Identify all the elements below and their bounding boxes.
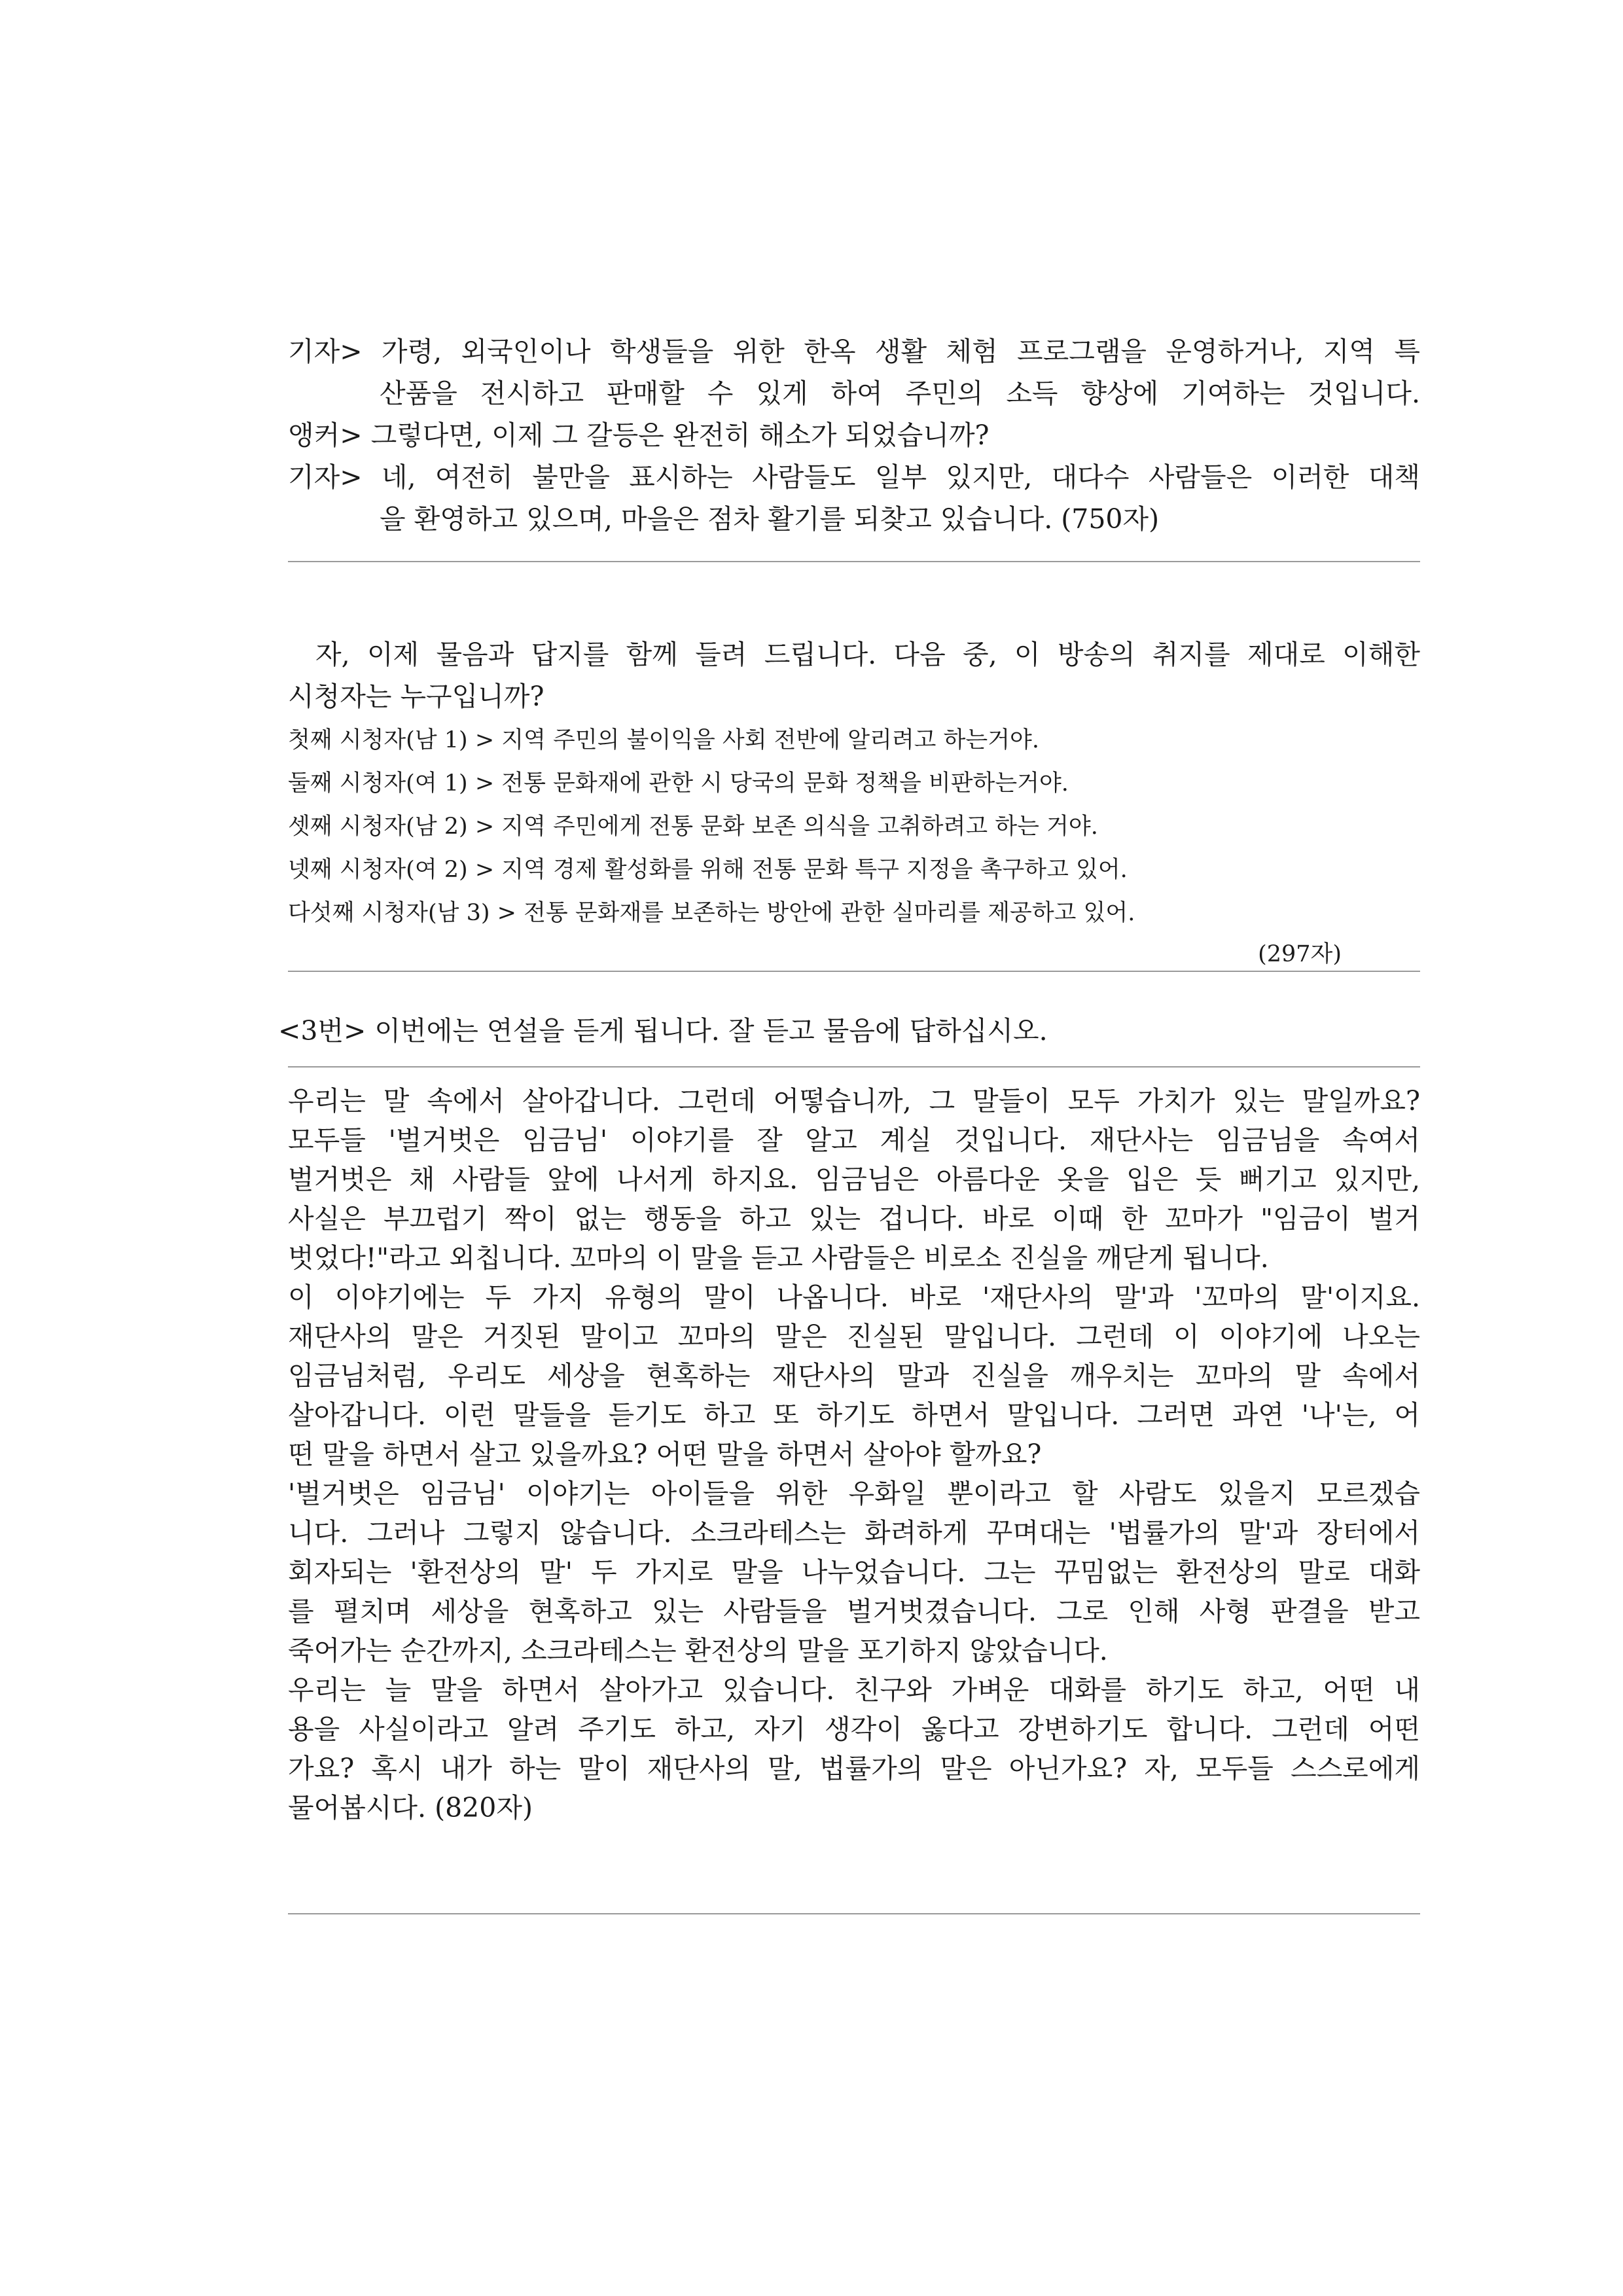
speech-line: 모두들 '벌거벗은 임금님' 이야기를 잘 알고 계실 것입니다. 재단사는 임금님을 속여서 xyxy=(288,1124,1420,1156)
speech-line: '벌거벗은 임금님' 이야기는 아이들을 위한 우화일 뿐이라고 할 사람도 있을지 모르겠습 xyxy=(288,1478,1420,1509)
answer-option: 넷째 시청자(여 2) > 지역 경제 활성화를 위해 전통 문화 특구 지정을 촉구하고 있어. xyxy=(288,857,1128,883)
divider xyxy=(288,561,1420,562)
speech-line: 떤 말을 하면서 살고 있을까요? 어떤 말을 하면서 살아야 할까요? xyxy=(288,1439,1042,1470)
speech-block xyxy=(288,1081,1420,1827)
answer-option: 다섯째 시청자(남 3) > 전통 문화재를 보존하는 방안에 관한 실마리를 제공하고 있어. xyxy=(288,900,1135,926)
interview-line: 산품을 전시하고 판매할 수 있게 하여 주민의 소득 향상에 기여하는 것입니다. xyxy=(380,378,1420,409)
speech-line: 가요? 혹시 내가 하는 말이 재단사의 말, 법률가의 말은 아닌가요? 자, 모두들 스스로에게 xyxy=(288,1753,1420,1784)
interview-line: 앵커> 그렇다면, 이제 그 갈등은 완전히 해소가 되었습니까? xyxy=(288,420,990,451)
interview-line: 기자> 네, 여전히 불만을 표시하는 사람들도 일부 있지만, 대다수 사람들은 이러한 대책 xyxy=(288,461,1420,493)
speech-line: 니다. 그러나 그렇지 않습니다. 소크라테스는 화려하게 꾸며대는 '법률가의 말'과 장터에서 xyxy=(288,1517,1420,1549)
interview-line: 기자> 가령, 외국인이나 학생들을 위한 한옥 생활 체험 프로그램을 운영하거나, 지역 특 xyxy=(288,336,1420,367)
section-3-heading: <3번> 이번에는 연설을 듣게 됩니다. 잘 듣고 물음에 답하십시오. xyxy=(278,1015,1048,1047)
speech-line: 임금님처럼, 우리도 세상을 현혹하는 재단사의 말과 진실을 깨우치는 꼬마의 말 속에서 xyxy=(288,1360,1420,1391)
speech-line: 우리는 늘 말을 하면서 살아가고 있습니다. 친구와 가벼운 대화를 하기도 하고, 어떤 내 xyxy=(288,1674,1420,1706)
interview-block xyxy=(288,332,1420,541)
answer-option: 셋째 시청자(남 2) > 지역 주민에게 전통 문화 보존 의식을 고취하려고 하는 거야. xyxy=(288,814,1098,840)
speech-line: 이 이야기에는 두 가지 유형의 말이 나옵니다. 바로 '재단사의 말'과 '꼬마의 말'이지요. xyxy=(288,1282,1420,1313)
answer-option: 첫째 시청자(남 1) > 지역 주민의 불이익을 사회 전반에 알리려고 하는거야. xyxy=(288,727,1039,753)
speech-line: 벗었다!"라고 외칩니다. 꼬마의 이 말을 듣고 사람들은 비로소 진실을 깨닫게 됩니다. xyxy=(288,1242,1269,1274)
speech-line: 살아갑니다. 이런 말들을 듣기도 하고 또 하기도 하면서 말입니다. 그러면 과연 '나'는, 어 xyxy=(288,1399,1420,1431)
question-block xyxy=(288,635,1420,974)
section-heading-block xyxy=(278,1011,1410,1050)
speech-line: 회자되는 '환전상의 말' 두 가지로 말을 나누었습니다. 그는 꾸밈없는 환전상의 말로 대화 xyxy=(288,1556,1420,1588)
speech-line: 벌거벗은 채 사람들 앞에 나서게 하지요. 임금님은 아름다운 옷을 입은 듯 뻐기고 있지만, xyxy=(288,1164,1420,1195)
question-intro-line: 자, 이제 물음과 답지를 함께 들려 드립니다. 다음 중, 이 방송의 취지를 제대로 이해한 xyxy=(315,639,1420,670)
divider xyxy=(288,1913,1420,1914)
speech-line: 죽어가는 순간까지, 소크라테스는 환전상의 말을 포기하지 않았습니다. xyxy=(288,1635,1108,1666)
character-count: (297자) xyxy=(1258,941,1342,967)
speech-line: 물어봅시다. (820자) xyxy=(288,1792,533,1823)
speech-line: 사실은 부끄럽기 짝이 없는 행동을 하고 있는 겁니다. 바로 이때 한 꼬마가 "임금이 벌거 xyxy=(288,1203,1420,1234)
speech-line: 우리는 말 속에서 살아갑니다. 그런데 어떻습니까, 그 말들이 모두 가치가 있는 말일까요? xyxy=(288,1085,1420,1117)
question-intro-line: 시청자는 누구입니까? xyxy=(288,681,544,712)
answer-option: 둘째 시청자(여 1) > 전통 문화재에 관한 시 당국의 문화 정책을 비판하는거야. xyxy=(288,770,1069,797)
speech-line: 재단사의 말은 거짓된 말이고 꼬마의 말은 진실된 말입니다. 그런데 이 이야기에 나오는 xyxy=(288,1321,1420,1352)
speech-line: 를 펼치며 세상을 현혹하고 있는 사람들을 벌거벗겼습니다. 그로 인해 사형 판결을 받고 xyxy=(288,1596,1420,1627)
divider xyxy=(288,971,1420,972)
speech-line: 용을 사실이라고 알려 주기도 하고, 자기 생각이 옳다고 강변하기도 합니다. 그런데 어떤 xyxy=(288,1713,1420,1745)
divider xyxy=(288,1066,1420,1067)
interview-line: 을 환영하고 있으며, 마을은 점차 활기를 되찾고 있습니다. (750자) xyxy=(380,503,1160,535)
